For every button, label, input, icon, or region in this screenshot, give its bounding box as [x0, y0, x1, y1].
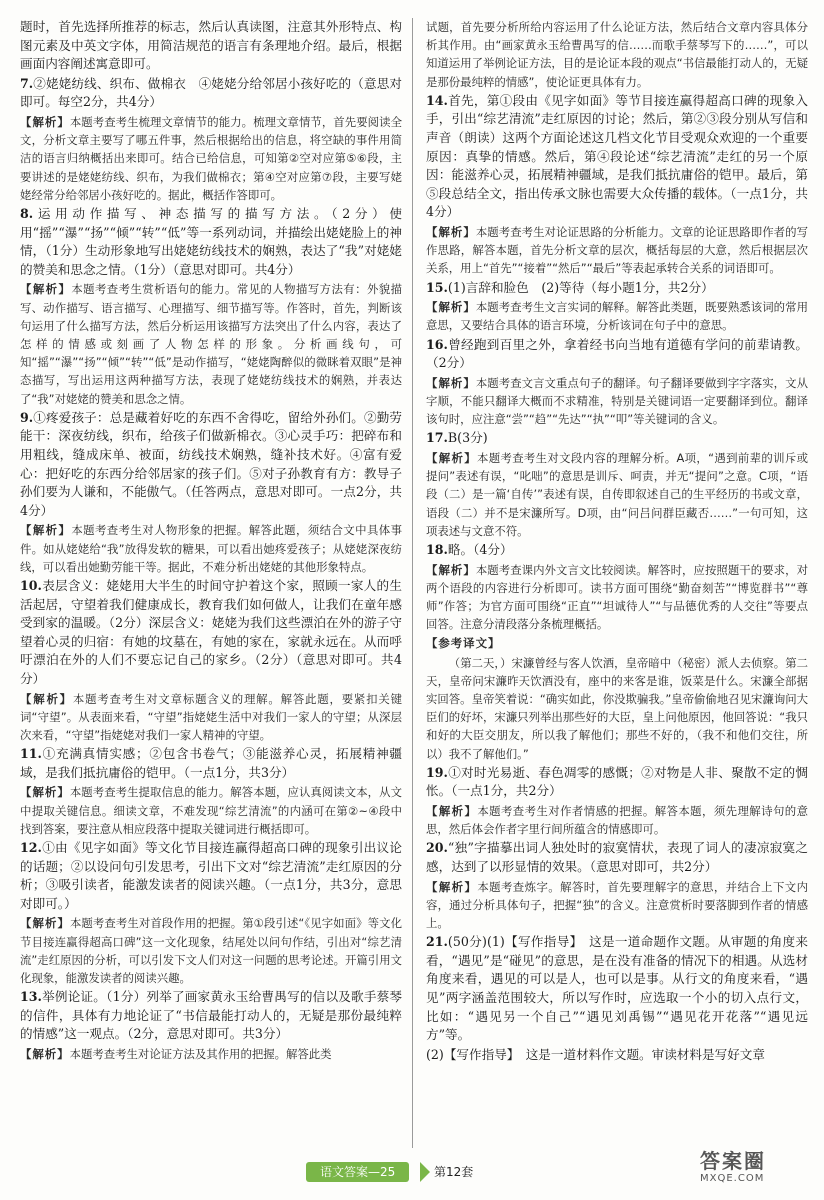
paragraph-text: 题时，首先选择所推荐的标志，然后认真读图，注意其外形特点、构图元素及中英文字体，用简洁规范的语言有条理地介绍。最后，根据画面内容阐述寓意即可。 [20, 19, 402, 72]
section-tag: 【解析】 [20, 691, 73, 706]
question-number: 16. [426, 336, 448, 352]
question-number: 11. [20, 746, 42, 762]
question-number: 10. [20, 577, 42, 593]
paragraph-text: （第二天，）宋濂曾经与客人饮酒，皇帝暗中（秘密）派人去侦察。第二天，皇帝问宋濂昨天饮酒没有，座中的来客是谁，饭菜是什么。宋濂全部据实回答。皇帝笑着说：“确实如此，你没欺骗我。”皇帝偷偷地召见宋濂询问大臣们的好坏，宋濂只列举出那些好的大臣，皇上问他原因，他回答说：“我只和好的大臣交朋友，所以我了解他们；那些不好的，（我不和他们交往，所以）我不了解他们。” [426, 655, 808, 761]
paragraph-text: 本题考查考生对论证方法及其作用的把握。解答此类 [69, 1046, 332, 1061]
analysis-paragraph [20, 914, 402, 987]
paragraph-text: 本题考查炼字。解答时，首先要理解字的意思，并结合上下文内容，通过分析具体句子，把握“独”的含义。注意赏析时要落脚到作者的情感上。 [426, 879, 808, 930]
analysis-paragraph [426, 878, 808, 933]
answer-paragraph [426, 764, 808, 801]
question-number: 15. [426, 279, 448, 295]
answer-paragraph [426, 429, 808, 448]
section-tag: 【解析】 [426, 375, 476, 390]
paragraph-text: ①充满真情实感；②包含书卷气；③能滋养心灵，拓展精神疆域，是我们抵抗庸俗的铠甲。（一点1分，共3分） [20, 746, 402, 780]
section-tag: 【解析】 [426, 804, 478, 818]
analysis-paragraph [426, 374, 808, 429]
set-number: 第12套 [434, 1165, 474, 1179]
analysis-paragraph [426, 223, 808, 278]
question-number: 9. [20, 409, 34, 425]
section-tag: 【参考译文】 [426, 636, 501, 651]
paragraph-text: (1)言辞和脸色 (2)等待（每小题1分，共2分） [447, 279, 714, 295]
analysis-paragraph [426, 449, 808, 540]
section-tag: 【解析】 [426, 224, 476, 239]
paragraph-text: ①疼爱孩子：总是藏着好吃的东西不舍得吃，留给外孙们。②勤劳能干：深夜纺线，织布，给孩子们做新棉衣。③心灵手巧：把碎布和用粗线，缝成床单、被面，纺线技术娴熟，缝补技术好。④富有爱心：把好吃的东西分给邻居家的孩子们。⑤对子孙教育有方：教导子孙们要为人谦和，不能傲气。（任答两点，意思对即可。一点2分，共4分） [20, 409, 402, 518]
analysis-paragraph [20, 783, 402, 838]
section-tag: 【解析】 [20, 523, 72, 538]
paragraph-text: ①由《见字如面》等文化节目接连赢得超高口碑的现象引出议论的话题；②以设问句引发思考，引出下文对“综艺清流”走红原因的分析；③吸引读者，能激发读者的阅读兴趣。（一点1分，共3分，意思对即可。） [20, 839, 402, 911]
section-tag: 【解析】 [20, 282, 72, 297]
paragraph-text: “独”字描摹出词人独处时的寂寞情状，表现了词人的凄凉寂寞之感，达到了以形显情的效果。（意思对即可，共2分） [426, 840, 808, 874]
paragraph-text: B(3分) [447, 430, 488, 446]
analysis-paragraph [426, 298, 808, 334]
answer-paragraph [20, 75, 402, 112]
answer-paragraph [20, 18, 402, 74]
question-number: 8. [20, 205, 34, 221]
answer-paragraph [20, 577, 402, 689]
analysis-paragraph [426, 561, 808, 634]
paragraph-text: ②姥姥纺线、织布、做棉衣 ④姥姥分给邻居小孩好吃的（意思对即可。每空2分，共4分） [20, 75, 402, 110]
right-column [426, 18, 808, 1065]
page-badge: 语文答案—25 [306, 1162, 409, 1182]
answer-paragraph [426, 1046, 808, 1065]
analysis-paragraph [426, 654, 808, 763]
analysis-paragraph [20, 690, 402, 745]
paragraph-text: 本题考查课内外文言文比较阅读。解答时，应按照题干的要求，对两个语段的内容进行分析即可。读书方面可围绕“勤奋刻苦”“博览群书”“尊师”作答；为官方面可围绕“正直”“坦诚待人”“与品德优秀的人交往”等要点回答。注意分清段落分条梳理概括。 [426, 562, 808, 632]
paragraph-text: 曾经跑到百里之外，拿着经书向当地有道德有学问的前辈请教。（2分） [426, 336, 808, 371]
paragraph-text: 本题考查考生对人物形象的把握。解答此题，须结合文中具体事件。如从姥姥给“我”放得发软的糖果，可以看出她疼爱孩子；从姥姥深夜纺线，可以看出她勤劳能干等。据此，不难分析出姥姥的其他形象特点。 [20, 523, 402, 574]
paragraph-text: 本题考查考生对论证思路的分析能力。文章的论证思路即作者的写作思路，解答本题，首先分析文章的层次，概括每层的大意，然后根据层次关系，用上“首先”“接着”“然后”“最后”等表起承转合关系的词语即可。 [426, 224, 808, 276]
badge-arrow-icon [420, 1162, 430, 1182]
answer-paragraph [426, 92, 808, 222]
watermark-title: 答案圈 [700, 1149, 766, 1173]
column-divider [412, 18, 413, 1148]
answer-paragraph [426, 541, 808, 560]
paragraph-text: 表层含义：姥姥用大半生的时间守护着这个家，照顾一家人的生活起居，守望着我们健康成长，教育我们如何做人，让我们在童年感受到家的温暖。（2分）深层含义：姥姥为我们这些漂泊在外的游子守望着心灵的归宿：有她的坟墓在，有她的家在，家就永远在。从而呼吁漂泊在外的人们不要忘记自己的家乡。（2分）（意思对即可。共4分） [20, 577, 402, 686]
paragraph-text: 本题考查考生对作者情感的把握。解答本题，须先理解诗句的意思，然后体会作者字里行间所蕴含的情感即可。 [426, 804, 808, 837]
paragraph-text: 本题考查考生赏析语句的能力。常见的人物描写方法有：外貌描写、动作描写、语言描写、心理描写、细节描写等。作答时，首先，判断该句运用了什么描写方法，然后分析运用该描写方法突出了什么内容，表达了怎样的情感或刻画了人物怎样的形象。分析画线句，可知“摇”“瀑”“扬”“倾”“转”“低”是动作描写，“姥姥陶醉似的微眯着双眼”是神态描写，写出运用这两种描写方法，表现了姥姥纺线技术的娴熟，并表达了“我”对姥姥的赞美和思念之情。 [20, 282, 402, 406]
paragraph-text: (50分)(1)【写作指导】 这是一道命题作文题。从审题的角度来看，“遇见”是“碰见”的意思，是在没有准备的情况下的相遇。从选材角度来看，遇见的可以是人，也可以是事。从行文的角度来看，“遇见”两字涵盖范围较大，所以写作时，应选取一个小的切入点行文，比如：“遇见另一个自己”“遇见刘禹锡”“遇见花开花落”“遇见远方”等。 [426, 934, 808, 1043]
left-column [20, 18, 402, 1064]
question-number: 20. [426, 840, 448, 856]
analysis-paragraph [426, 18, 808, 91]
section-tag: 【解析】 [20, 1046, 70, 1061]
paragraph-text: 本题考查考生对文章标题含义的理解。解答此题，要紧扣关键词“守望”。从表面来看，“守望”指姥姥生活中对我们一家人的守望；从深层次来看，“守望”指姥姥对我们一家人精神的守望。 [20, 691, 402, 742]
analysis-paragraph [20, 113, 402, 204]
answer-paragraph [426, 279, 808, 298]
analysis-paragraph [426, 802, 808, 838]
answer-paragraph [426, 933, 808, 1045]
question-number: 13. [20, 989, 42, 1005]
question-number: 7. [20, 75, 34, 91]
question-number: 19. [426, 764, 448, 780]
answer-paragraph [426, 839, 808, 876]
section-tag: 【解析】 [426, 300, 476, 315]
paragraph-text: 本题考查文言文重点句子的翻译。句子翻译要做到字字落实，文从字顺，不能只翻译大概而不求精准，特别是关键词语一定要翻译到位。翻译该句时，应注意“尝”“趋”“先达”“执”“叩”等关键词的含义。 [426, 375, 808, 427]
analysis-paragraph [426, 634, 808, 652]
paragraph-text: 本题考查考生对文段内容的理解分析。A项，“遇到前辈的训斥或提问”表述有误，“叱咄”的意思是训斥、呵责，并无“提问”之意。C项，“语段（二）是一篇‘自传’”表述有误，自传即叙述自己的生平经历的书或文章，语段（二）并不是宋濂所写。D项，由“问吕问群臣藏否……”一句可知，这项表述与文意不符。 [426, 450, 808, 538]
question-number: 21. [426, 934, 448, 950]
analysis-paragraph [20, 521, 402, 576]
question-number: 18. [426, 541, 448, 557]
section-tag: 【解析】 [426, 562, 476, 577]
answer-paragraph [20, 839, 402, 913]
section-tag: 【解析】 [426, 450, 477, 465]
paragraph-text: 略。（4分） [447, 541, 513, 557]
paragraph-text: ①对时光易逝、春色凋零的感慨；②对物是人非、聚散不定的惆怅。（一点1分，共2分） [426, 764, 808, 799]
analysis-paragraph [20, 1045, 402, 1063]
section-tag: 【解析】 [20, 114, 70, 129]
answer-paragraph [20, 988, 402, 1044]
question-number: 17. [426, 430, 448, 446]
paragraph-text: 本题考查考生对首段作用的把握。第①段引述“《见字如面》等文化节目接连赢得超高口碑”这一文化现象，结尾处以问句作结，引出对“综艺清流”走红原因的分析，可以引发下文人们对这一问题的思考论述。开篇引用文化现象，能激发读者的阅读兴趣。 [20, 916, 402, 985]
watermark-url: MXQE.COM [700, 1173, 765, 1184]
answer-paragraph [20, 205, 402, 279]
paragraph-text: 本题考查考生梳理文章情节的能力。梳理文章情节，首先要阅读全文，分析文章主要写了哪五件事，然后根据给出的信息，将空缺的事件用简洁的语言归纳概括出来即可。结合已给信息，可知第②空对应第⑤⑥段，主要讲述的是姥姥纺线、织布，为我们做棉衣；第④空对应第⑦段，主要写姥姥经常分给邻居小孩好吃的。据此，概括作答即可。 [20, 114, 402, 202]
section-tag: 【解析】 [426, 879, 478, 894]
section-tag: 【解析】 [20, 785, 70, 800]
paragraph-text: 试题，首先要分析所给内容运用了什么论证方法，然后结合文章内容具体分析其作用。由“画家黄永玉给曹禺写的信……而歌手蔡琴写下的……”，可以知道运用了举例论证方法，目的是论证本段的观点“书信最能打动人的，无疑是那份最纯粹的情感”，使论证更具体有力。 [426, 20, 808, 89]
paragraph-text: 首先，第①段由《见字如面》等节目接连赢得超高口碑的现象入手，引出“综艺清流”走红原因的讨论；然后，第②③段分别从写信和声音（朗读）这两个方面论述这几档文化节目受观众欢迎的一个重要原因：真挚的情感。然后，第④段论述“综艺清流”走红的另一个原因：能滋养心灵，拓展精神疆域，是我们抵抗庸俗的铠甲。最后，第⑤段总结全文，指出传承文脉也需要大众传播的载体。（一点1分，共4分） [426, 92, 808, 220]
answer-paragraph [426, 336, 808, 373]
answer-paragraph [20, 409, 402, 521]
paragraph-text: 本题考查考生提取信息的能力。解答本题，应认真阅读文本，从文中提取关键信息。细读文章，不难发现“综艺清流”的内涵可在第②~④段中找到答案，要注意从相应段落中提取关键词进行概括即可。 [20, 785, 402, 836]
watermark-logo [700, 1150, 812, 1190]
answer-paragraph [20, 745, 402, 782]
paragraph-text: 运用动作描写、神态描写的描写方法。（2分）使用“摇”“瀑”“扬”“倾”“转”“低”等一系列动词，并描绘出姥姥脸上的神情，（1分）生动形象地写出姥姥纺线技术的娴熟，表达了“我”对姥姥的赞美和思念之情。（1分）（意思对即可。共4分） [20, 205, 402, 277]
question-number: 14. [426, 92, 448, 108]
question-number: 12. [20, 839, 42, 855]
paragraph-text: 举例论证。（1分）列举了画家黄永玉给曹禺写的信以及歌手蔡琴的信件，具体有力地论证了“书信最能打动人的，无疑是那份最纯粹的情感”这一观点。（2分，意思对即可。共3分） [20, 989, 402, 1042]
analysis-paragraph [20, 280, 402, 407]
paragraph-text: (2)【写作指导】 这是一道材料作文题。审读材料是写好文章 [426, 1046, 765, 1062]
section-tag: 【解析】 [20, 916, 70, 931]
paragraph-text: 本题考查考生文言实词的解释。解答此类题，既要熟悉该词的常用意思，又要结合具体的语言环境，分析该词在句子中的意思。 [426, 300, 808, 333]
